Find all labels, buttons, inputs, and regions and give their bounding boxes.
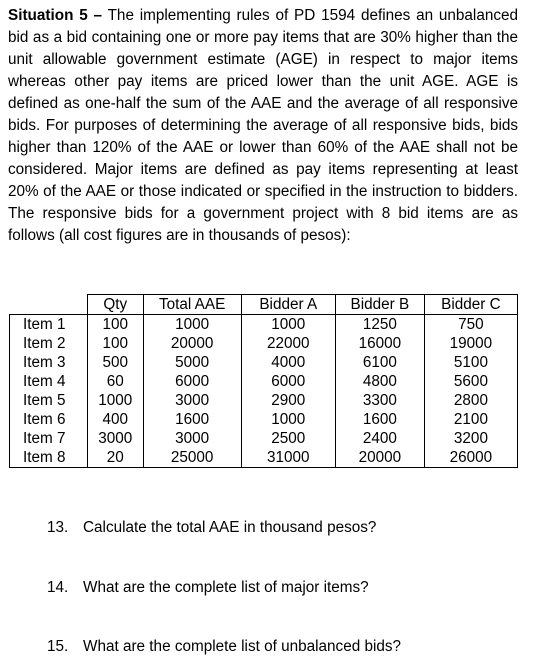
bidder-c-cell: 19000 [424, 334, 517, 353]
header-qty: Qty [87, 295, 143, 315]
total-aae-cell: 1600 [143, 410, 241, 429]
total-aae-cell: 5000 [143, 353, 241, 372]
total-aae-cell: 3000 [143, 391, 241, 410]
bidder-a-cell: 22000 [241, 334, 335, 353]
total-aae-cell: 25000 [143, 448, 241, 468]
question-text: What are the complete list of major items? [83, 579, 369, 596]
bidder-c-cell: 26000 [424, 448, 517, 468]
situation-heading: Situation 5 – [8, 7, 103, 24]
bid-table [9, 294, 518, 468]
total-aae-cell: 20000 [143, 334, 241, 353]
table-row [10, 410, 518, 429]
item-label: Item 8 [10, 448, 88, 468]
table-row [10, 448, 518, 468]
bidder-c-cell: 5100 [424, 353, 517, 372]
bidder-c-cell: 750 [424, 315, 517, 335]
bidder-a-cell: 31000 [241, 448, 335, 468]
header-total-aae: Total AAE [143, 295, 241, 315]
bidder-a-cell: 2500 [241, 429, 335, 448]
question-number: 15. [47, 638, 69, 655]
situation-body: The implementing rules of PD 1594 defines an unbalanced bid as a bid containing one or more pay items that are 30% higher than the unit allowable government estimate (AGE) in respect to major items whereas other pay items are priced lower than the unit AGE. AGE is defined as one-half the sum of the AAE and the average of all responsive bids. For purposes of determining the average of all responsive bids, bids higher than 120% of the AAE or lower than 60% of the AAE shall not be considered. Major items are defined as pay items representing at least 20% of the AAE or those indicated or specified in the instruction to bidders. The responsive bids for a government project with 8 bid items are as follows (all cost figures are in thousands of pesos): [8, 7, 518, 244]
table-row [10, 372, 518, 391]
header-bidder-b: Bidder B [335, 295, 424, 315]
situation-paragraph [8, 5, 518, 247]
question-number: 13. [47, 519, 69, 536]
header-bidder-a: Bidder A [241, 295, 335, 315]
qty-cell: 3000 [87, 429, 143, 448]
bidder-b-cell: 20000 [335, 448, 424, 468]
bidder-b-cell: 6100 [335, 353, 424, 372]
total-aae-cell: 3000 [143, 429, 241, 448]
question-text: What are the complete list of unbalanced bids? [83, 638, 402, 655]
item-label: Item 3 [10, 353, 88, 372]
bidder-c-cell: 2800 [424, 391, 517, 410]
item-label: Item 1 [10, 315, 88, 335]
bidder-a-cell: 6000 [241, 372, 335, 391]
qty-cell: 100 [87, 334, 143, 353]
bidder-b-cell: 1250 [335, 315, 424, 335]
qty-cell: 60 [87, 372, 143, 391]
bidder-b-cell: 16000 [335, 334, 424, 353]
table-row [10, 315, 518, 335]
total-aae-cell: 6000 [143, 372, 241, 391]
question-15 [47, 637, 401, 657]
bidder-b-cell: 1600 [335, 410, 424, 429]
bidder-a-cell: 1000 [241, 315, 335, 335]
item-label: Item 4 [10, 372, 88, 391]
qty-cell: 500 [87, 353, 143, 372]
header-bidder-c: Bidder C [424, 295, 517, 315]
bidder-c-cell: 3200 [424, 429, 517, 448]
question-14 [47, 578, 369, 598]
bidder-c-cell: 2100 [424, 410, 517, 429]
table-header-row [10, 295, 518, 315]
header-blank-cell [10, 295, 88, 315]
qty-cell: 100 [87, 315, 143, 335]
table-row [10, 429, 518, 448]
bidder-c-cell: 5600 [424, 372, 517, 391]
qty-cell: 20 [87, 448, 143, 468]
item-label: Item 7 [10, 429, 88, 448]
bidder-b-cell: 3300 [335, 391, 424, 410]
question-13 [47, 518, 376, 538]
total-aae-cell: 1000 [143, 315, 241, 335]
table-row [10, 391, 518, 410]
question-text: Calculate the total AAE in thousand pesos? [83, 519, 377, 536]
table-row [10, 353, 518, 372]
qty-cell: 1000 [87, 391, 143, 410]
item-label: Item 5 [10, 391, 88, 410]
question-number: 14. [47, 579, 69, 596]
bidder-b-cell: 2400 [335, 429, 424, 448]
item-label: Item 2 [10, 334, 88, 353]
bidder-a-cell: 4000 [241, 353, 335, 372]
bidder-a-cell: 1000 [241, 410, 335, 429]
bidder-a-cell: 2900 [241, 391, 335, 410]
item-label: Item 6 [10, 410, 88, 429]
table-row [10, 334, 518, 353]
qty-cell: 400 [87, 410, 143, 429]
bidder-b-cell: 4800 [335, 372, 424, 391]
